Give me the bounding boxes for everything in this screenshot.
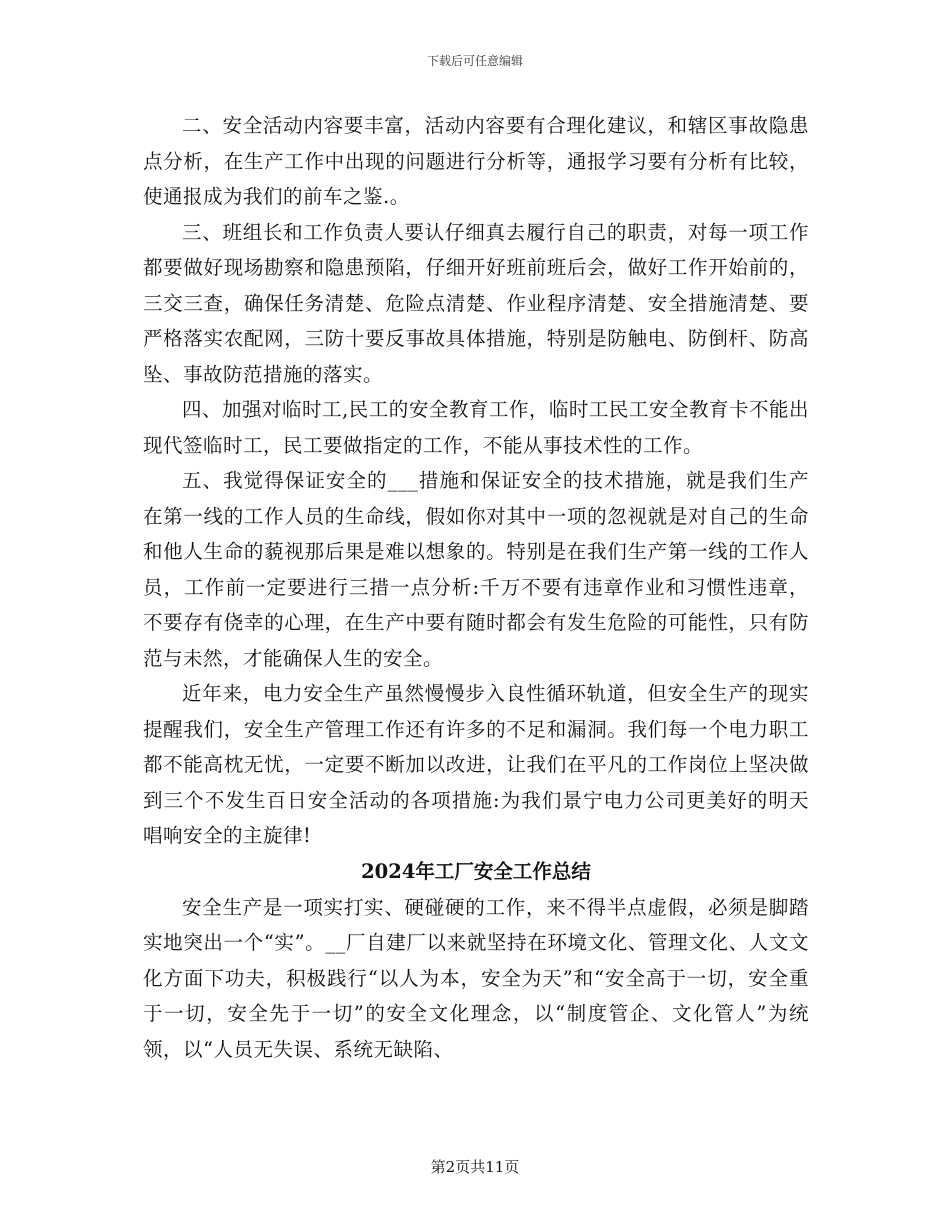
section-title: 2024年工厂安全工作总结: [361, 859, 591, 883]
section-paragraph: 安全生产是一项实打实、硬碰硬的工作，来不得半点虚假，必须是脚踏实地突出一个“实”。__厂自建厂以来就坚持在环境文化、管理文化、人文文化方面下功夫，积极践行“以人为本，安全为天”和“安全高于一切，安全重于一切，安全先于一切”的安全文化理念，以“制度管企、文化管人”为统领，以“人员无失误、系统无缺陷、: [143, 895, 809, 1061]
document-body: [143, 108, 809, 1067]
page-header: 下载后可任意编辑: [426, 54, 523, 68]
paragraph-5: 五、我觉得保证安全的___措施和保证安全的技术措施，就是我们生产在第一线的工作人员的生命线，假如你对其中一项的忽视就是对自己的生命和他人生命的藐视那后果是难以想象的。特别是在我们生产第一线的工作人员，工作前一定要进行三措一点分析:千万不要有违章作业和习惯性违章，不要存有侥幸的心理，在生产中要有随时都会有发生危险的可能性，只有防范与未然，才能确保人生的安全。: [143, 469, 809, 670]
paragraph-conclusion: 近年来，电力安全生产虽然慢慢步入良性循环轨道，但安全生产的现实提醒我们，安全生产管理工作还有许多的不足和漏洞。我们每一个电力职工都不能高枕无忧，一定要不断加以改进，让我们在平凡的工作岗位上坚决做到三个不发生百日安全活动的各项措施:为我们景宁电力公司更美好的明天唱响安全的主旋律!: [143, 682, 809, 847]
page-footer: 第2页共11页: [430, 1158, 520, 1176]
paragraph-2: 二、安全活动内容要丰富，活动内容要有合理化建议，和辖区事故隐患点分析，在生产工作中出现的问题进行分析等，通报学习要有分析有比较，使通报成为我们的前车之鉴.。: [143, 114, 809, 208]
paragraph-4: 四、加强对临时工,民工的安全教育工作，临时工民工安全教育卡不能出现代签临时工，民工要做指定的工作，不能从事技术性的工作。: [143, 398, 809, 457]
paragraph-3: 三、班组长和工作负责人要认仔细真去履行自己的职责，对每一项工作都要做好现场勘察和隐患预陷，仔细开好班前班后会，做好工作开始前的，三交三查，确保任务清楚、危险点清楚、作业程序清楚、安全措施清楚、要严格落实农配网，三防十要反事故具体措施，特别是防触电、防倒杆、防高坠、事故防范措施的落实。: [143, 220, 809, 386]
